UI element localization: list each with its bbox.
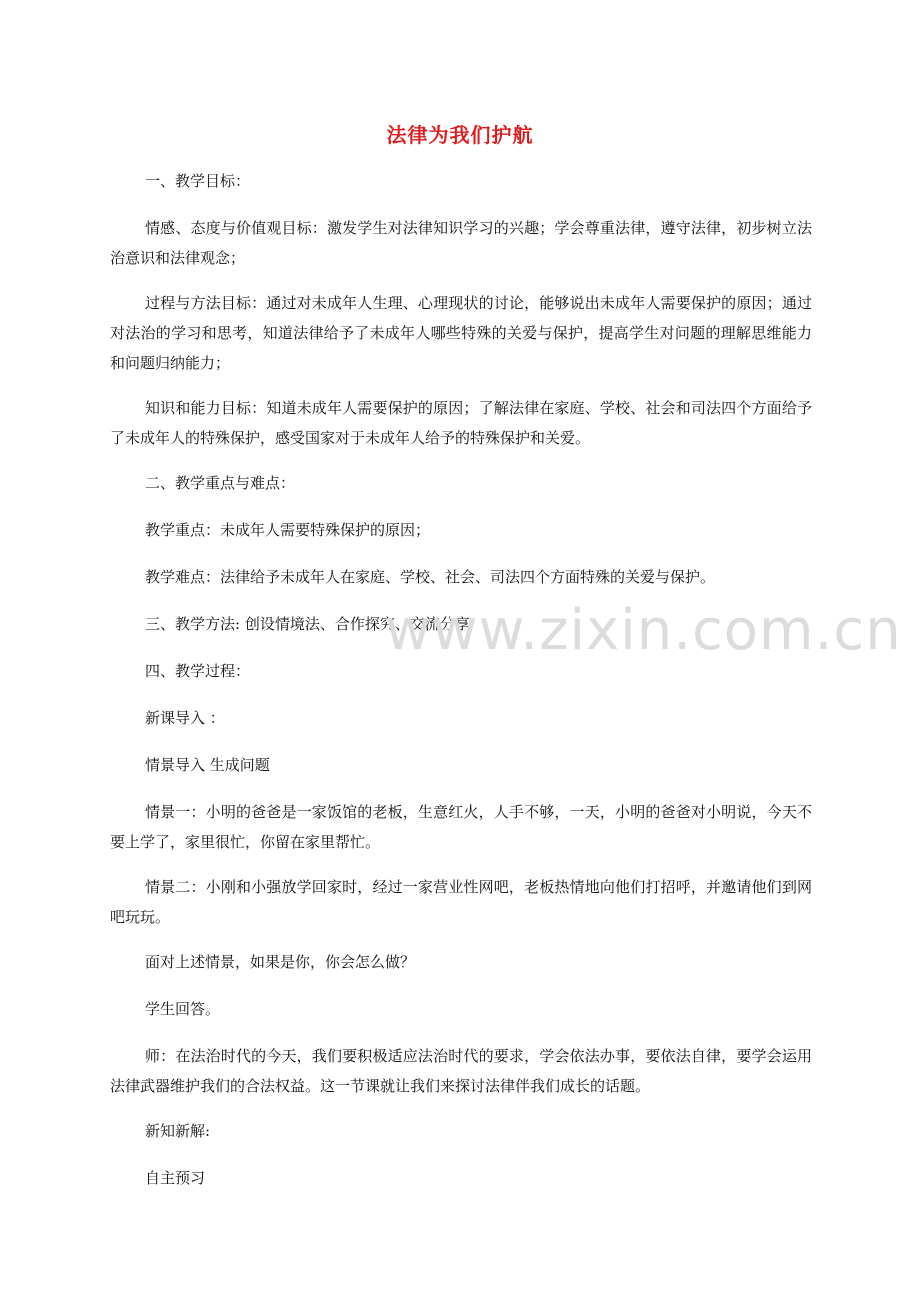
- paragraph-key-point: 教学重点：未成年人需要特殊保护的原因；: [145, 521, 431, 539]
- paragraph-intro: 新课导入 ：: [145, 709, 225, 727]
- section-heading-process: 四、教学过程：: [145, 662, 251, 680]
- paragraph-difficult-point: 教学难点：法律给予未成年人在家庭、学校、社会、司法四个方面特殊的关爱与保护。: [145, 568, 716, 586]
- paragraph-self-study: 自主预习: [145, 1169, 206, 1187]
- paragraph-knowledge-objective: 知识和能力目标：知道未成年人需要保护的原因；了解法律在家庭、学校、社会和司法四个方面给予了未成年人的特殊保护，感受国家对于未成年人给予的特殊保护和关爱。: [110, 399, 812, 447]
- paragraph-emotion-objective: 情感、态度与价值观目标：激发学生对法律知识学习的兴趣；学会尊重法律，遵守法律，初步树立法治意识和法律观念；: [110, 219, 812, 267]
- paragraph-process-objective: 过程与方法目标：通过对未成年人生理、心理现状的讨论，能够说出未成年人需要保护的原因；通过对法治的学习和思考，知道法律给予了未成年人哪些特殊的关爱与保护，提高学生对问题的理解思维能力和问题归纳能力；: [110, 294, 812, 372]
- page-title: 法律为我们护航: [386, 123, 534, 147]
- paragraph-student-answer: 学生回答。: [145, 1000, 221, 1018]
- section-heading-objectives: 一、教学目标：: [145, 172, 251, 190]
- paragraph-new-knowledge: 新知新解:: [145, 1122, 211, 1140]
- watermark-text: www.zixin.com.cn: [385, 598, 902, 663]
- document-body: [110, 166, 812, 1210]
- paragraph-question: 面对上述情景，如果是你，你会怎么做？: [145, 953, 416, 971]
- section-heading-key-points: 二、教学重点与难点：: [145, 474, 296, 492]
- paragraph-teacher: 师：在法治时代的今天，我们要积极适应法治时代的要求，学会依法办事，要依法自律，要学会运用法律武器维护我们的合法权益。这一节课就让我们来探讨法律伴我们成长的话题。: [110, 1047, 812, 1095]
- paragraph-scenario-intro: 情景导入 生成问题: [145, 756, 270, 774]
- paragraph-scenario-two: 情景二：小刚和小强放学回家时，经过一家营业性网吧，老板热情地向他们打招呼，并邀请他们到网吧玩玩。: [110, 878, 812, 926]
- section-heading-methods: 三、教学方法: 创设情境法、合作探究、交流分享: [145, 615, 470, 633]
- paragraph-scenario-one: 情景一：小明的爸爸是一家饭馆的老板，生意红火，人手不够，一天，小明的爸爸对小明说，今天不要上学了，家里很忙，你留在家里帮忙。: [110, 803, 812, 851]
